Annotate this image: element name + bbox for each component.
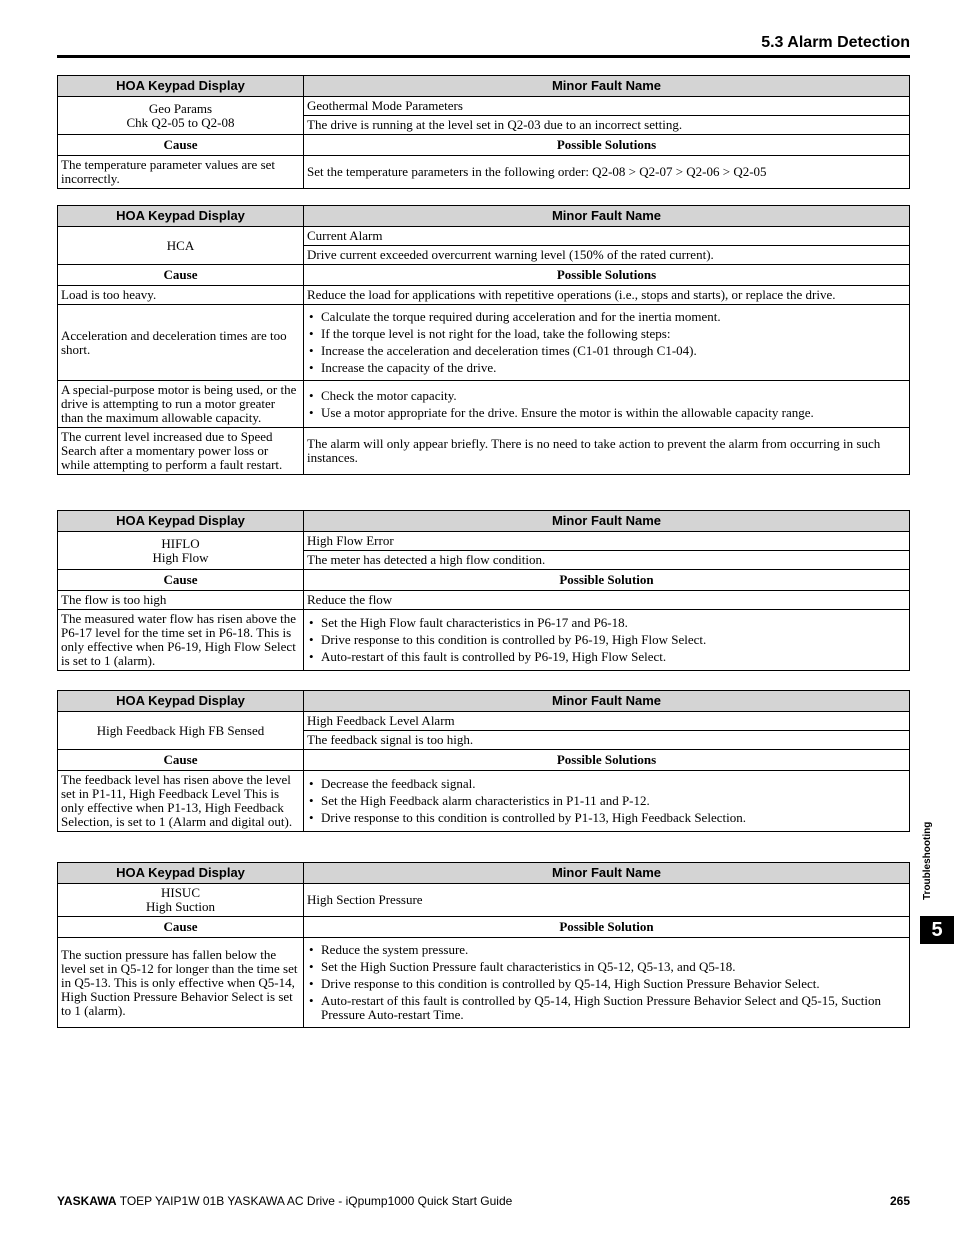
cause-cell: The temperature parameter values are set incorrectly. — [58, 156, 304, 189]
display-header: HOA Keypad Display — [58, 206, 304, 227]
solution-cell — [304, 381, 910, 428]
table-row — [58, 771, 910, 832]
fault-description: The drive is running at the level set in Q2-03 due to an incorrect setting. — [304, 116, 910, 135]
page-header — [57, 30, 910, 58]
cause-header: Cause — [58, 917, 304, 938]
fault-description: The feedback signal is too high. — [304, 731, 910, 750]
cause-header: Cause — [58, 570, 304, 591]
solution-item: • Set the High Flow fault characteristics in P6-17 and P6-18. — [307, 616, 906, 630]
page-footer — [57, 1194, 910, 1208]
fault-table-high-feedback — [57, 690, 910, 832]
chapter-tab: 5 — [920, 916, 954, 944]
table-row — [58, 286, 910, 305]
display-header: HOA Keypad Display — [58, 511, 304, 532]
solution-item: • Auto-restart of this fault is controlled by P6-19, High Flow Select. — [307, 650, 906, 664]
solution-item: • Increase the acceleration and deceleration times (C1-01 through C1-04). — [307, 344, 906, 358]
solution-cell — [304, 305, 910, 381]
fault-table-hca — [57, 205, 910, 475]
cause-header: Cause — [58, 135, 304, 156]
cause-cell: The suction pressure has fallen below the level set in Q5-12 for longer than the time set in Q5-13. This is only effective when Q5-14, High Suction Pressure Behavior Select is set to 1 (alarm). — [58, 938, 304, 1028]
fault-table-hiflo — [57, 510, 910, 671]
solution-item: • If the torque level is not right for the load, take the following steps: — [307, 327, 906, 341]
solution-item: • Calculate the torque required during acceleration and for the inertia moment. — [307, 310, 906, 324]
cause-cell: The flow is too high — [58, 591, 304, 610]
name-header: Minor Fault Name — [304, 863, 910, 884]
cause-cell: The current level increased due to Speed Search after a momentary power loss or while attempting to perform a fault restart. — [58, 428, 304, 475]
solution-item: • Set the High Feedback alarm characteristics in P1-11 and P-12. — [307, 794, 906, 808]
table-row — [58, 591, 910, 610]
solutions-header: Possible Solutions — [304, 265, 910, 286]
side-tab-label: Troubleshooting — [922, 821, 933, 900]
fault-table-hisuc — [57, 862, 910, 1028]
fault-table-geo-params — [57, 75, 910, 189]
solution-item: • Reduce the system pressure. — [307, 943, 906, 957]
solution-cell: Reduce the load for applications with repetitive operations (i.e., stops and starts), or replace the drive. — [304, 286, 910, 305]
solution-cell — [304, 938, 910, 1028]
solution-item: • Drive response to this condition is controlled by P6-19, High Flow Select. — [307, 633, 906, 647]
cause-header: Cause — [58, 265, 304, 286]
name-header: Minor Fault Name — [304, 76, 910, 97]
page-number: 265 — [889, 1194, 910, 1208]
table-row — [58, 381, 910, 428]
keypad-display: High Feedback High FB Sensed — [58, 712, 304, 750]
solution-item: • Increase the capacity of the drive. — [307, 361, 906, 375]
fault-name: High Flow Error — [304, 532, 910, 551]
solution-cell: The alarm will only appear briefly. There is no need to take action to prevent the alarm from occurring in such instances. — [304, 428, 910, 475]
fault-name: Current Alarm — [304, 227, 910, 246]
name-header: Minor Fault Name — [304, 511, 910, 532]
solution-item: • Decrease the feedback signal. — [307, 777, 906, 791]
table-row — [58, 938, 910, 1028]
solution-item: • Use a motor appropriate for the drive. Ensure the motor is within the allowable capacity range. — [307, 406, 906, 420]
solution-item: • Auto-restart of this fault is controlled by Q5-14, High Suction Pressure Behavior Select and Q5-15, Suction Pressure Auto-restart Time. — [307, 994, 906, 1022]
table-row — [58, 305, 910, 381]
display-header: HOA Keypad Display — [58, 691, 304, 712]
solution-cell — [304, 771, 910, 832]
solution-cell — [304, 610, 910, 671]
brand-name: YASKAWA — [57, 1194, 117, 1208]
display-header: HOA Keypad Display — [58, 863, 304, 884]
keypad-display: HISUC High Suction — [58, 884, 304, 917]
fault-description: Drive current exceeded overcurrent warning level (150% of the rated current). — [304, 246, 910, 265]
solution-item: • Drive response to this condition is controlled by Q5-14, High Suction Pressure Behavior Select. — [307, 977, 906, 991]
solutions-header: Possible Solutions — [304, 750, 910, 771]
cause-cell: Load is too heavy. — [58, 286, 304, 305]
solutions-header: Possible Solution — [304, 570, 910, 591]
keypad-display: HCA — [58, 227, 304, 265]
name-header: Minor Fault Name — [304, 206, 910, 227]
cause-cell: Acceleration and deceleration times are too short. — [58, 305, 304, 381]
name-header: Minor Fault Name — [304, 691, 910, 712]
solutions-header: Possible Solution — [304, 917, 910, 938]
solution-cell: Set the temperature parameters in the following order: Q2-08 > Q2-07 > Q2-06 > Q2-05 — [304, 156, 910, 189]
cause-cell: The feedback level has risen above the level set in P1-11, High Feedback Level This is only effective when P1-13, High Feedback Selection, is set to 1 (Alarm and digital out). — [58, 771, 304, 832]
solution-cell: Reduce the flow — [304, 591, 910, 610]
cause-cell: The measured water flow has risen above the P6-17 level for the time set in P6-18. This is only effective when P6-19, High Flow Select is set to 1 (alarm). — [58, 610, 304, 671]
solutions-header: Possible Solutions — [304, 135, 910, 156]
fault-name: High Feedback Level Alarm — [304, 712, 910, 731]
solution-item: • Check the motor capacity. — [307, 389, 906, 403]
fault-name: Geothermal Mode Parameters — [304, 97, 910, 116]
keypad-display: HIFLO High Flow — [58, 532, 304, 570]
table-row — [58, 156, 910, 189]
solution-item: • Set the High Suction Pressure fault characteristics in Q5-12, Q5-13, and Q5-18. — [307, 960, 906, 974]
table-row — [58, 428, 910, 475]
solution-item: • Drive response to this condition is controlled by P1-13, High Feedback Selection. — [307, 811, 906, 825]
cause-cell: A special-purpose motor is being used, or the drive is attempting to run a motor greater than the maximum allowable capacity. — [58, 381, 304, 428]
cause-header: Cause — [58, 750, 304, 771]
display-header: HOA Keypad Display — [58, 76, 304, 97]
doc-title: TOEP YAIP1W 01B YASKAWA AC Drive - iQpump1000 Quick Start Guide — [119, 1194, 513, 1208]
fault-description: The meter has detected a high flow condition. — [304, 551, 910, 570]
fault-name: High Section Pressure — [304, 884, 910, 917]
table-row — [58, 610, 910, 671]
section-title: 5.3 Alarm Detection — [761, 34, 910, 51]
keypad-display: Geo Params Chk Q2-05 to Q2-08 — [58, 97, 304, 135]
